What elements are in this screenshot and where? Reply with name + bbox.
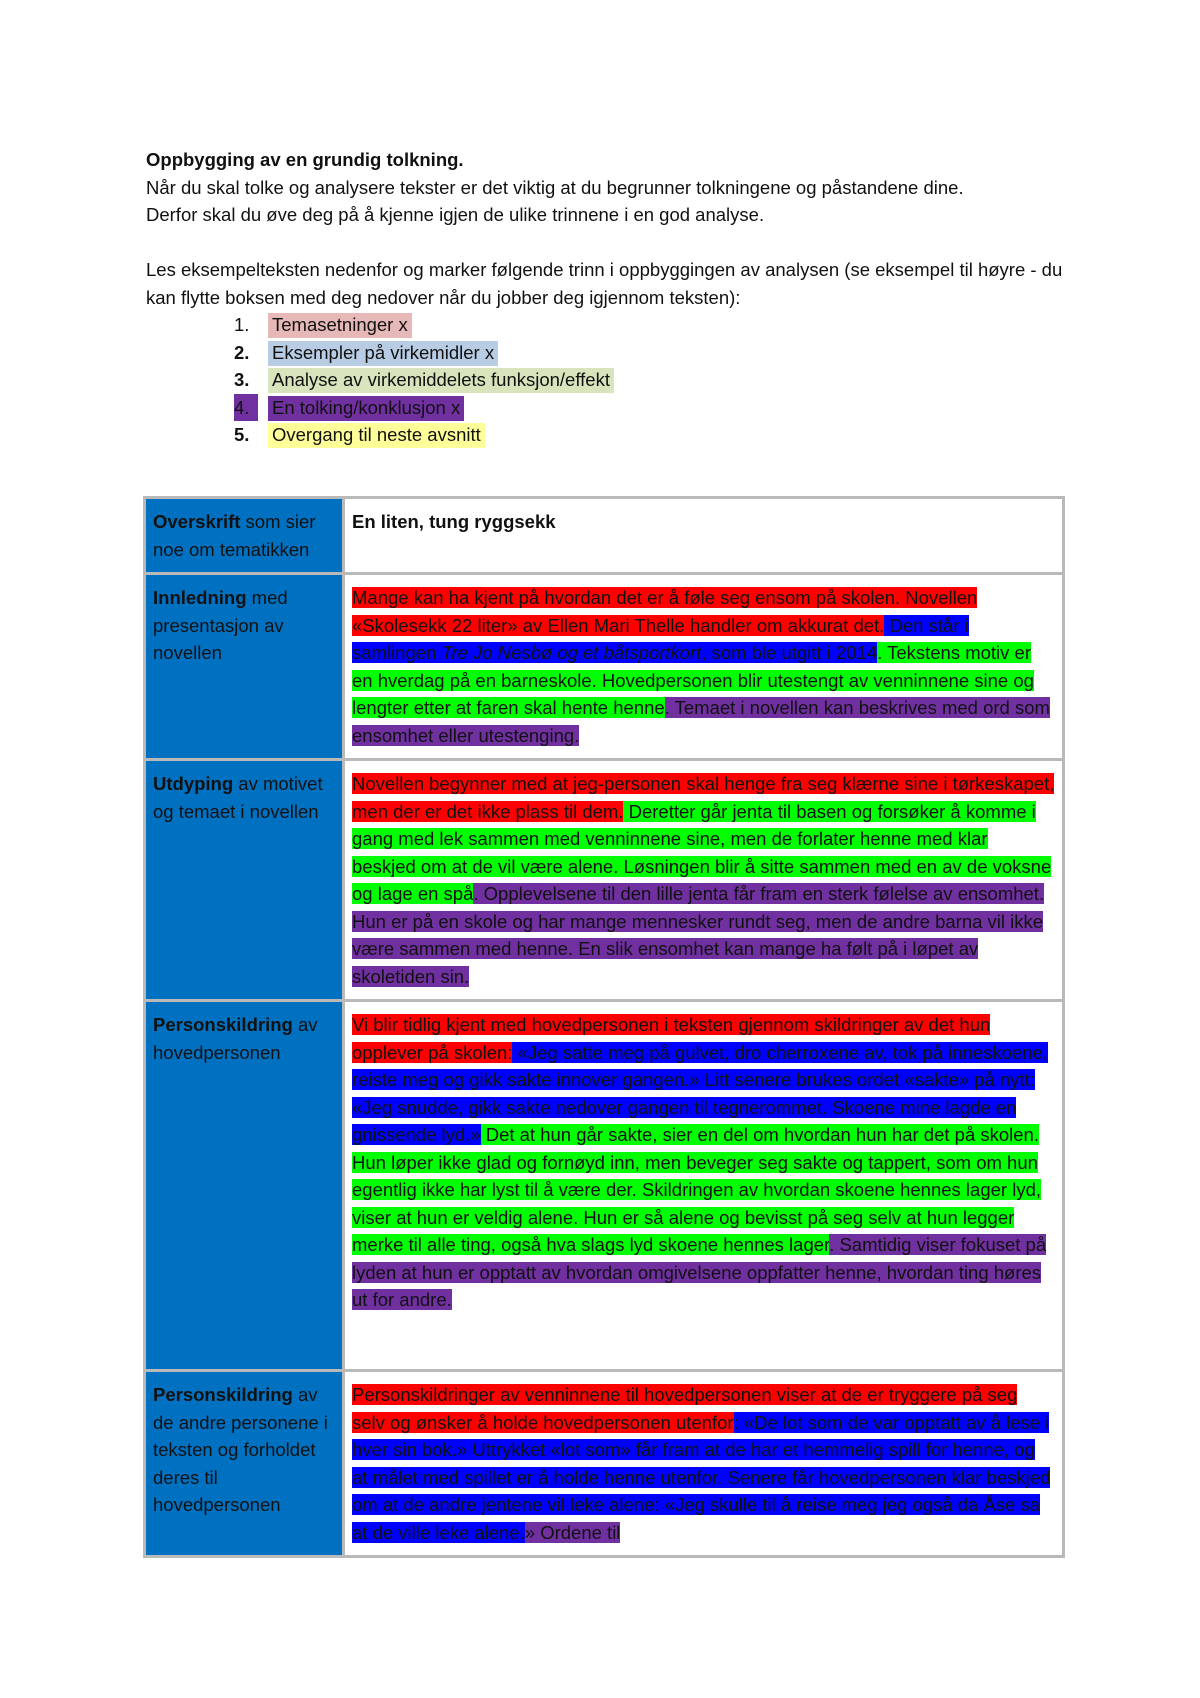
document-title: Oppbygging av en grundig tolkning. (146, 149, 464, 170)
step-number: 5. (234, 424, 250, 445)
row-content-cell (344, 1001, 1064, 1371)
analysis-text: . Tekstens motiv er en hverdag på en barneskole. Hovedpersonen blir utestengt av venninnene sine og lengter etter at faren skal hente henne (352, 642, 1034, 718)
theme-sentence-text: Vi blir tidlig kjent med hovedpersonen i teksten gjennom skildringer av det hun opplever på skolen: (352, 1014, 991, 1063)
step-number: 2. (234, 341, 250, 363)
analysis-text: Deretter går jenta til basen og forsøker å komme i gang med lek sammen med venninnene sine, men de forlater henne med klar beskjed om at de vil være alene. Løsningen blir å sitte sammen med en av de voksne og lage en spå (352, 800, 1052, 904)
table-row (145, 574, 1064, 760)
step-label: Analyse av virkemiddelets funksjon/effekt (268, 368, 614, 393)
row-content-cell (344, 498, 1064, 574)
steps-list (146, 311, 1076, 449)
analysis-text: Det at hun går sakte, sier en del om hvordan hun har det på skolen. Hun løper ikke glad og fornøyd inn, men beveger seg sakte og tappert, som om hun egentlig ikke har lyst til å være der. Skildringen av hvordan skoene hennes lager lyd, viser at hun er veldig alene. Hun er så alene og bevisst på seg selv at hun legger merke til alle ting, også hva slags lyd skoene hennes lager (352, 1124, 1041, 1255)
row-header-text: av de andre personene i teksten og forholdet deres til hovedpersonen (153, 1384, 328, 1515)
example-text: : «De lot som de var opptatt av å lese i hver sin bok.» Uttrykket «lot som» får fram at de har et hemmelig spill for henne, og at målet med spillet er å holde henne utenfor. Senere får hovedpersonen klar beskjed om at de andre jentene vil leke alene: «Jeg skulle til å reise meg jeg også da Åse sa at de ville leke alene. (352, 1411, 1051, 1543)
row-header-bold: Personskildring (153, 1014, 293, 1035)
step-label: Overgang til neste avsnitt (268, 423, 485, 448)
row-header-cell (145, 1371, 344, 1557)
theme-sentence-text: Mange kan ha kjent på hvordan det er å føle seg ensom på skolen. Novellen «Skolesekk 22 liter» av Ellen Mari Thelle handler om akkurat det. (352, 587, 978, 636)
interpretation-text: . Opplevelsene til den lille jenta får fram en sterk følelse av ensomhet. Hun er på en skole og har mange mennesker rundt seg, men de andre barna vil ikke være sammen med henne. En slik ensomhet kan mange ha følt på i løpet av skoletiden sin. (352, 883, 1045, 987)
theme-sentence-text: Novellen begynner med at jeg-personen skal henge fra seg klærne sine i tørkeskapet, men der er det ikke plass til dem. (352, 773, 1055, 822)
step-item (146, 421, 1076, 449)
step-number: 3. (234, 369, 250, 390)
step-item (146, 366, 1076, 394)
theme-sentence-text: Personskildringer av venninnene til hovedpersonen viser at de er tryggere på seg selv og ønsker å holde hovedpersonen utenfor (352, 1384, 1018, 1433)
interpretation-text: » Ordene til (524, 1521, 621, 1543)
intro-line-2: Derfor skal du øve deg på å kjenne igjen de ulike trinnene i en god analyse. (146, 204, 765, 225)
step-item (146, 339, 1076, 367)
row-header-text: som sier noe om tematikken (153, 511, 316, 560)
intro-section (146, 146, 1076, 449)
row-header-bold: Utdyping (153, 773, 234, 794)
intro-line-1: Når du skal tolke og analysere tekster er det viktig at du begrunner tolkningene og påstandene dine. (146, 176, 964, 198)
step-label: Temasetninger x (268, 313, 412, 338)
step-number: 4. (234, 394, 258, 422)
row-header-bold: Overskrift (153, 511, 241, 532)
example-text-italic: Tre Jo Nesbø og et båtsportkort (441, 642, 702, 663)
step-label: En tolking/konklusjon x (268, 396, 464, 421)
table-row (145, 1371, 1064, 1557)
interpretation-text: . Temaet i novellen kan beskrives med ord som ensomhet eller utestenging. (352, 697, 1050, 746)
row-header-cell (145, 574, 344, 760)
row-header-text: av hovedpersonen (153, 1014, 318, 1063)
row-header-text: av motivet og temaet i novellen (153, 773, 323, 822)
example-text: «Jeg satte meg på gulvet, dro cherroxene av, tok på inneskoene, reiste meg og gikk sakte innover gangen.» Litt senere brukes ordet «sakte» på nytt: «Jeg snudde, gikk sakte nedover gangen til tegnerommet. Skoene mine lagde en gnissende lyd.» (352, 1041, 1048, 1145)
step-item (146, 311, 1076, 339)
table-row (145, 1001, 1064, 1371)
interpretation-text: . Samtidig viser fokuset på lyden at hun er opptatt av hvordan omgivelsene oppfatter henne, hvordan ting høres ut for andre. (352, 1234, 1047, 1310)
row-content-cell (344, 760, 1064, 1001)
step-number: 1. (234, 314, 250, 335)
example-text: , som ble utgitt i 2014 (701, 642, 878, 663)
instructions-paragraph: Les eksempelteksten nedenfor og marker følgende trinn i oppbyggingen av analysen (se eksempel til høyre - du kan flytte boksen med deg nedover når du jobber deg igjennom teksten): (146, 259, 1063, 308)
step-item (146, 394, 1076, 422)
table-row (145, 760, 1064, 1001)
analysis-table (143, 496, 1065, 1558)
example-text: Den står i samlingen (352, 614, 969, 663)
step-label: Eksempler på virkemidler x (268, 341, 498, 366)
table-row (145, 498, 1064, 574)
row-header-cell (145, 1001, 344, 1371)
row-header-text: med presentasjon av novellen (153, 587, 288, 663)
row-header-bold: Personskildring (153, 1384, 293, 1405)
row-content-cell (344, 1371, 1064, 1557)
row-header-cell (145, 498, 344, 574)
row-header-bold: Innledning (153, 587, 247, 608)
row-header-cell (145, 760, 344, 1001)
row-content-cell (344, 574, 1064, 760)
story-title: En liten, tung ryggsekk (352, 511, 556, 532)
